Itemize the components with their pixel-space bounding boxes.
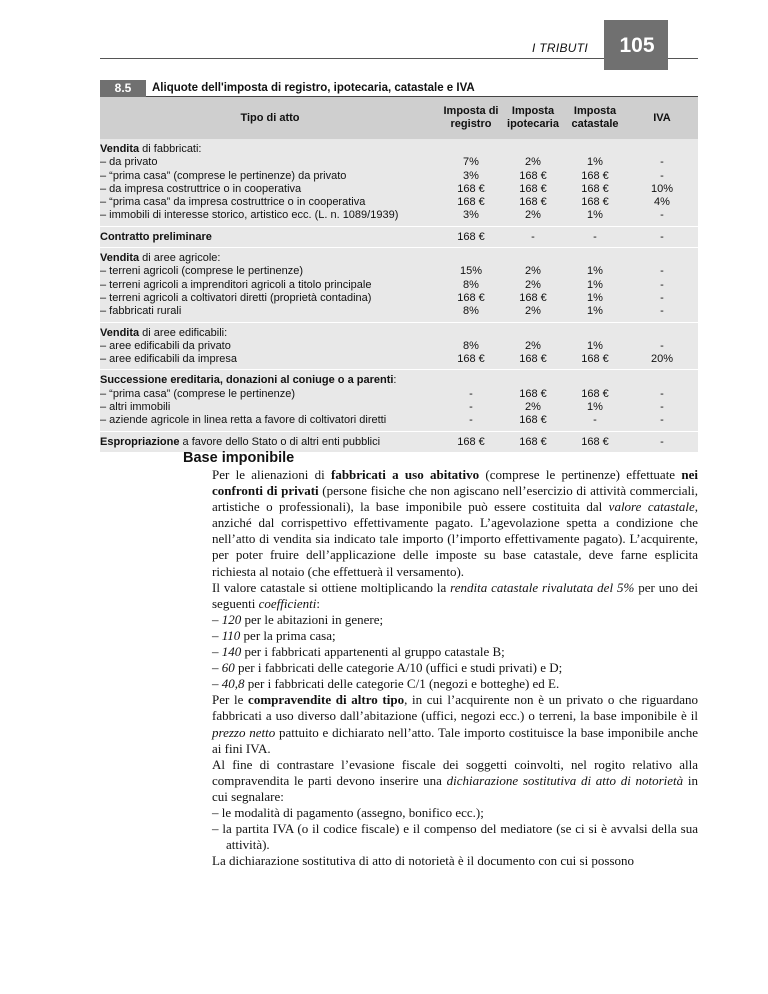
value-registro: 7% (463, 156, 479, 169)
header-rule-right (668, 58, 698, 59)
value-ipotecaria: 168 € (519, 414, 547, 427)
declaration-item: – la partita IVA (o il codice fiscale) e il compenso del mediatore (se ci si è avvalsi della sua attività). (212, 821, 698, 853)
value-catastale: 168 € (581, 196, 609, 209)
value-catastale: 1% (587, 401, 603, 414)
row-label: – “prima casa” (comprese le pertinenze) (100, 387, 296, 400)
value-iva: - (660, 169, 664, 182)
coefficient-text: per i fabbricati delle categorie A/10 (uffici e studi privati) e D; (234, 660, 563, 676)
text-run: in cui segnalare: (212, 772, 698, 804)
italic-term: dichiarazione sostitutiva di atto di notorietà (446, 772, 684, 788)
text-run: pattuito e dichiarato nell’atto. Tale importo costituisce la base imponibile anche ai fini IVA. (212, 724, 698, 756)
table-header (100, 97, 698, 139)
value-catastale-column (564, 156, 626, 222)
row-label: – da impresa costruttrice o in cooperativa (100, 182, 302, 195)
row-label: – altri immobili (100, 401, 171, 414)
header-iva: IVA (653, 111, 671, 124)
text-run: (persone fisiche che non agiscano nell’esercizio di attività commerciali, artistiche o professionali), la base imponibile può essere costituita dal (212, 483, 699, 515)
value-registro-column (440, 265, 502, 318)
coefficient-item: – 140 per i fabbricati appartenenti al gruppo catastale B; (212, 644, 505, 660)
group-heading (100, 374, 440, 387)
coefficient-text: per i fabbricati delle categorie C/1 (negozi e botteghe) ed E. (244, 676, 560, 692)
value-ipotecaria-column (502, 436, 564, 449)
coefficient-text: per i fabbricati appartenenti al gruppo catastale B; (241, 644, 505, 660)
value-iva: 10% (650, 182, 674, 195)
bold-term: nei confronti di privati (212, 467, 698, 499)
row-label: – fabbricati rurali (100, 305, 182, 318)
header-imposta-catastale: Imposta catastale (571, 105, 619, 130)
value-ipotecaria: 168 € (519, 353, 547, 366)
group-label (100, 432, 440, 452)
row-label: – aziende agricole in linea retta a favore di coltivatori diretti (100, 414, 387, 427)
table-body (100, 139, 698, 452)
value-iva: - (660, 401, 664, 414)
group-heading-rest: di aree agricole: (139, 252, 221, 265)
value-ipotecaria: 168 € (519, 387, 547, 400)
text-run: Il valore catastale si ottiene moltiplicando la (212, 579, 451, 595)
value-registro: 168 € (457, 435, 485, 448)
value-iva: - (660, 265, 664, 278)
value-ipotecaria: 2% (525, 156, 541, 169)
value-ipotecaria: 168 € (519, 169, 547, 182)
value-registro-column (440, 436, 502, 449)
row-label: – terreni agricoli a coltivatori diretti (proprietà contadina) (100, 291, 372, 304)
row-label: – aree edificabili da privato (100, 339, 231, 352)
value-catastale: 168 € (581, 353, 609, 366)
header-imposta-registro: Imposta di registro (443, 105, 499, 130)
table-group (100, 369, 698, 430)
value-ipotecaria: 2% (525, 339, 541, 352)
header-imposta-ipotecaria: Imposta ipotecaria (507, 105, 559, 130)
group-heading-bold: Vendita (100, 143, 140, 155)
italic-term: coefficienti (258, 595, 317, 611)
value-registro: 168 € (457, 196, 485, 209)
value-registro: 168 € (457, 353, 485, 366)
value-catastale: - (593, 414, 597, 427)
group-heading (100, 252, 440, 265)
value-iva: - (660, 414, 664, 427)
table-group (100, 322, 698, 370)
group-heading (100, 231, 440, 244)
value-iva: 4% (654, 196, 670, 209)
value-registro-column (440, 388, 502, 428)
paragraph-4 (212, 757, 698, 805)
value-iva-column (626, 388, 698, 428)
row-label: – “prima casa” da impresa costruttrice o in cooperativa (100, 196, 366, 209)
value-catastale: 168 € (581, 435, 609, 448)
value-ipotecaria: 2% (525, 265, 541, 278)
group-heading-bold: Espropriazione (100, 435, 180, 448)
group-label (100, 227, 440, 247)
value-catastale-column (564, 231, 626, 244)
table-caption (100, 80, 698, 97)
value-ipotecaria: - (531, 230, 535, 243)
group-values (440, 370, 698, 430)
coefficient-item: – 60 per i fabbricati delle categorie A/10 (uffici e studi privati) e D; (212, 660, 563, 676)
value-catastale: - (593, 230, 597, 243)
value-ipotecaria: 2% (525, 209, 541, 222)
value-registro-column (440, 340, 502, 367)
coefficient-item: – 40,8 per i fabbricati delle categorie C/1 (negozi e botteghe) ed E. (212, 676, 560, 692)
value-iva: - (660, 156, 664, 169)
value-ipotecaria: 168 € (519, 291, 547, 304)
value-iva-column (626, 436, 698, 449)
value-catastale: 1% (587, 278, 603, 291)
value-ipotecaria: 2% (525, 305, 541, 318)
paragraph-1 (212, 467, 698, 580)
value-catastale: 1% (587, 291, 603, 304)
group-values (440, 248, 698, 321)
row-label: – terreni agricoli a imprenditori agricoli a titolo principale (100, 278, 372, 291)
paragraph-3 (212, 692, 698, 756)
value-iva: - (660, 387, 664, 400)
bold-term: fabbricati a uso abitativo (330, 467, 480, 482)
value-registro: 8% (463, 305, 479, 318)
group-heading-rest: a favore dello Stato o di altri enti pubblici (179, 435, 381, 448)
declaration-item: – le modalità di pagamento (assegno, bonifico ecc.); (212, 804, 484, 820)
value-iva-column (626, 156, 698, 222)
text-run: , anziché dal corrispettivo effettivamente pagato. L’agevolazione spetta a condizione che nell’atto di vendita sia indicato tale importo (l’importo effettivamente pagato). L’acquirente, per poter fruire dell’applicazione delle imposte su base catastale, deve farne esplicita richiesta al notaio (che effettuerà il versamento). (212, 499, 699, 579)
value-catastale-column (564, 388, 626, 428)
value-registro: 168 € (457, 182, 485, 195)
coefficient-item: – 110 per la prima casa; (212, 627, 336, 643)
italic-term: rendita catastale rivalutata del 5% (450, 579, 635, 595)
group-label (100, 139, 440, 226)
coefficient-text: per le abitazioni in genere; (241, 611, 384, 627)
value-registro: - (469, 414, 473, 427)
value-registro: 3% (463, 209, 479, 222)
table-group (100, 226, 698, 247)
header-rule (100, 58, 604, 59)
group-heading-bold: Vendita (100, 326, 140, 339)
value-catastale: 1% (587, 209, 603, 222)
row-label: – “prima casa” (comprese le pertinenze) da privato (100, 169, 347, 182)
value-catastale-column (564, 436, 626, 449)
value-catastale: 168 € (581, 387, 609, 400)
running-header-title: I TRIBUTI (531, 41, 588, 55)
header-tipo-di-atto: Tipo di atto (240, 111, 300, 124)
text-run: Al fine di contrastare l’evasione fiscale dei soggetti coinvolti, nel rogito relativo alla compravendita le parti devono inserire una (212, 756, 698, 788)
value-ipotecaria: 168 € (519, 196, 547, 209)
value-iva: - (660, 305, 664, 318)
coefficient-item: – 120 per le abitazioni in genere; (212, 611, 384, 627)
italic-term: valore catastale (608, 499, 695, 515)
value-ipotecaria: 168 € (519, 182, 547, 195)
italic-term: prezzo netto (212, 724, 276, 740)
value-registro: 8% (463, 278, 479, 291)
value-iva: - (660, 339, 664, 352)
group-label (100, 248, 440, 321)
coefficient-value: 110 (221, 627, 241, 643)
value-iva: - (660, 230, 664, 243)
group-heading-bold: Vendita (100, 252, 140, 265)
group-label (100, 370, 440, 430)
value-registro: 168 € (457, 230, 485, 243)
value-iva-column (626, 340, 698, 367)
table-group (100, 139, 698, 226)
value-registro: 3% (463, 169, 479, 182)
value-registro-column (440, 156, 502, 222)
value-ipotecaria: 168 € (519, 435, 547, 448)
group-values (440, 227, 698, 247)
coefficient-value: 60 (221, 660, 235, 676)
group-heading-rest: : (393, 374, 397, 387)
value-iva: - (660, 209, 664, 222)
value-ipotecaria: 2% (525, 278, 541, 291)
group-heading-rest: di aree edificabili: (139, 326, 228, 339)
group-heading (100, 143, 440, 156)
value-registro: - (469, 401, 473, 414)
value-iva-column (626, 231, 698, 244)
group-heading (100, 327, 440, 340)
value-ipotecaria-column (502, 340, 564, 367)
paragraph-5: La dichiarazione sostitutiva di atto di notorietà è il documento con cui si possono (212, 853, 635, 869)
value-ipotecaria: 2% (525, 401, 541, 414)
value-catastale: 1% (587, 305, 603, 318)
table-group (100, 431, 698, 452)
value-registro: 168 € (457, 291, 485, 304)
tax-rates-table (100, 80, 698, 452)
coefficient-text: per la prima casa; (240, 627, 336, 643)
value-registro: 15% (459, 265, 483, 278)
value-registro: - (469, 387, 473, 400)
group-label (100, 323, 440, 370)
value-catastale: 168 € (581, 182, 609, 195)
group-values (440, 323, 698, 370)
value-ipotecaria-column (502, 388, 564, 428)
table-group (100, 247, 698, 321)
table-number: 8.5 (100, 80, 146, 97)
group-heading-bold: Contratto preliminare (100, 230, 212, 243)
text-run: Per le alienazioni di (212, 467, 331, 482)
value-iva: - (660, 435, 664, 448)
text-run: Per le (212, 692, 249, 708)
row-label: – terreni agricoli (comprese le pertinenze) (100, 265, 303, 278)
paragraph-2 (212, 580, 698, 612)
value-registro-column (440, 231, 502, 244)
row-label: – da privato (100, 156, 158, 169)
section-heading: Base imponibile (183, 450, 295, 466)
body-text (212, 467, 698, 869)
text-run: (comprese le pertinenze) effettuate (479, 467, 682, 482)
value-iva: - (660, 278, 664, 291)
group-heading (100, 436, 440, 449)
coefficient-list (212, 612, 698, 692)
value-catastale-column (564, 340, 626, 367)
value-ipotecaria-column (502, 156, 564, 222)
value-ipotecaria-column (502, 265, 564, 318)
text-run: : (316, 595, 320, 611)
group-values (440, 432, 698, 452)
value-catastale: 168 € (581, 169, 609, 182)
table-title: Aliquote dell'imposta di registro, ipotecaria, catastale e IVA (152, 82, 475, 94)
value-catastale: 1% (587, 265, 603, 278)
value-catastale: 1% (587, 156, 603, 169)
value-registro: 8% (463, 339, 479, 352)
value-catastale-column (564, 265, 626, 318)
row-label: – immobili di interesse storico, artistico ecc. (L. n. 1089/1939) (100, 209, 399, 222)
bold-term: compravendite di altro tipo (248, 692, 405, 708)
page-number: 105 (619, 34, 655, 57)
text-run: per uno dei seguenti (212, 579, 698, 611)
coefficient-value: 40,8 (221, 676, 245, 692)
group-heading-bold: Successione ereditaria, donazioni al coniuge o a parenti (100, 374, 394, 387)
text-run: , in cui l’acquirente non è un privato o che riguardano fabbricati a uso diverso dall’abitazione (uffici, negozi ecc.) o terreni, la base imponibile è il (212, 692, 698, 724)
row-label: – aree edificabili da impresa (100, 353, 237, 366)
value-catastale: 1% (587, 339, 603, 352)
coefficient-value: 140 (221, 644, 242, 660)
coefficient-value: 120 (221, 611, 242, 627)
value-iva-column (626, 265, 698, 318)
value-iva: - (660, 291, 664, 304)
group-heading-rest: di fabbricati: (139, 143, 202, 155)
value-iva: 20% (650, 353, 674, 366)
value-ipotecaria-column (502, 231, 564, 244)
group-values (440, 139, 698, 226)
